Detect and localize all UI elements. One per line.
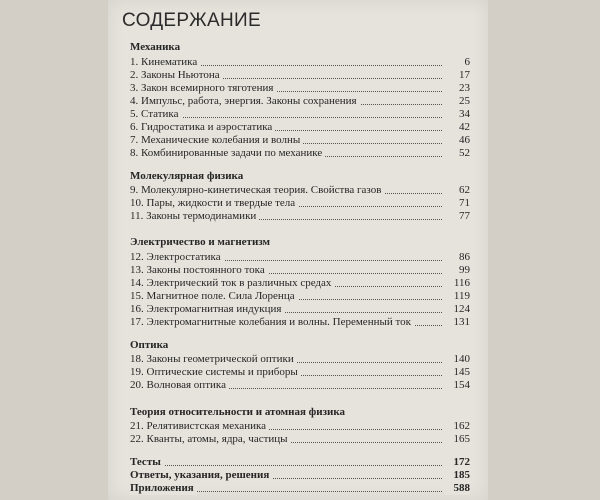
entry-page: 162 bbox=[444, 420, 470, 433]
toc-entry bbox=[130, 147, 470, 160]
entry-title: 9. Молекулярно-кинетическая теория. Свойства газов bbox=[130, 184, 384, 197]
entry-page: 71 bbox=[444, 197, 470, 210]
entry-page: 23 bbox=[444, 82, 470, 95]
toc-entry bbox=[130, 303, 470, 316]
entry-page: 17 bbox=[444, 69, 470, 82]
entry-title: Приложения bbox=[130, 482, 197, 495]
entry-title: 10. Пары, жидкости и твердые тела bbox=[130, 197, 298, 210]
entry-page: 46 bbox=[444, 134, 470, 147]
entry-page: 77 bbox=[444, 210, 470, 223]
toc-entry-answers bbox=[130, 469, 470, 482]
toc-entry bbox=[130, 316, 470, 329]
section-heading-electricity: Электричество и магнетизм bbox=[130, 236, 271, 248]
entry-title: 14. Электрический ток в различных средах bbox=[130, 277, 334, 290]
entry-title: 8. Комбинированные задачи по механике bbox=[130, 147, 325, 160]
entry-title: 19. Оптические системы и приборы bbox=[130, 366, 301, 379]
toc-entry bbox=[130, 264, 470, 277]
toc-entry bbox=[130, 251, 470, 264]
toc-entry bbox=[130, 184, 470, 197]
section-heading-optics: Оптика bbox=[130, 339, 169, 351]
toc-entry bbox=[130, 277, 470, 290]
toc-entry bbox=[130, 433, 470, 446]
page-title: СОДЕРЖАНИЕ bbox=[122, 10, 261, 31]
entry-title: 7. Механические колебания и волны bbox=[130, 134, 303, 147]
toc-entry bbox=[130, 108, 470, 121]
toc-entry-appendices bbox=[130, 482, 470, 495]
toc-entry bbox=[130, 290, 470, 303]
section-heading-mechanics: Механика bbox=[130, 41, 181, 53]
toc-entry bbox=[130, 121, 470, 134]
entry-title: 20. Волновая оптика bbox=[130, 379, 229, 392]
entry-title: 17. Электромагнитные колебания и волны. Переменный ток bbox=[130, 316, 414, 329]
entry-title: 13. Законы постоянного тока bbox=[130, 264, 268, 277]
entry-title: 11. Законы термодинамики bbox=[130, 210, 259, 223]
entry-title: 18. Законы геометрической оптики bbox=[130, 353, 297, 366]
entry-title: 3. Закон всемирного тяготения bbox=[130, 82, 276, 95]
toc-entry bbox=[130, 366, 470, 379]
entry-title: 16. Электромагнитная индукция bbox=[130, 303, 284, 316]
entry-page: 86 bbox=[444, 251, 470, 264]
toc-entry bbox=[130, 134, 470, 147]
entry-title: Ответы, указания, решения bbox=[130, 469, 272, 482]
entry-page: 124 bbox=[444, 303, 470, 316]
entry-page: 119 bbox=[444, 290, 470, 303]
toc-entry bbox=[130, 379, 470, 392]
entry-title: 2. Законы Ньютона bbox=[130, 69, 223, 82]
toc-entry-tests bbox=[130, 456, 470, 469]
toc-entry bbox=[130, 197, 470, 210]
entry-page: 131 bbox=[444, 316, 470, 329]
entry-page: 154 bbox=[444, 379, 470, 392]
entry-title: 15. Магнитное поле. Сила Лоренца bbox=[130, 290, 298, 303]
entry-page: 116 bbox=[444, 277, 470, 290]
entry-page: 62 bbox=[444, 184, 470, 197]
entry-page: 6 bbox=[444, 56, 470, 69]
entry-title: 12. Электростатика bbox=[130, 251, 224, 264]
entry-page: 42 bbox=[444, 121, 470, 134]
entry-title: 1. Кинематика bbox=[130, 56, 200, 69]
toc-entry bbox=[130, 56, 470, 69]
toc-entry bbox=[130, 69, 470, 82]
entry-title: Тесты bbox=[130, 456, 164, 469]
table-of-contents bbox=[130, 0, 470, 500]
entry-title: 21. Релятивистская механика bbox=[130, 420, 269, 433]
entry-page: 145 bbox=[444, 366, 470, 379]
entry-page: 25 bbox=[444, 95, 470, 108]
entry-title: 22. Кванты, атомы, ядра, частицы bbox=[130, 433, 291, 446]
toc-entry bbox=[130, 210, 470, 223]
entry-title: 4. Импульс, работа, энергия. Законы сохранения bbox=[130, 95, 360, 108]
entry-title: 5. Статика bbox=[130, 108, 182, 121]
entry-page: 99 bbox=[444, 264, 470, 277]
section-heading-molecular: Молекулярная физика bbox=[130, 170, 244, 182]
toc-entry bbox=[130, 353, 470, 366]
entry-page: 185 bbox=[444, 469, 470, 482]
toc-entry bbox=[130, 95, 470, 108]
toc-entry bbox=[130, 82, 470, 95]
entry-page: 172 bbox=[444, 456, 470, 469]
entry-page: 52 bbox=[444, 147, 470, 160]
entry-title: 6. Гидростатика и аэростатика bbox=[130, 121, 275, 134]
entry-page: 588 bbox=[444, 482, 470, 495]
toc-entry bbox=[130, 420, 470, 433]
entry-page: 34 bbox=[444, 108, 470, 121]
entry-page: 165 bbox=[444, 433, 470, 446]
entry-page: 140 bbox=[444, 353, 470, 366]
section-heading-relativity-atomic: Теория относительности и атомная физика bbox=[130, 406, 346, 418]
